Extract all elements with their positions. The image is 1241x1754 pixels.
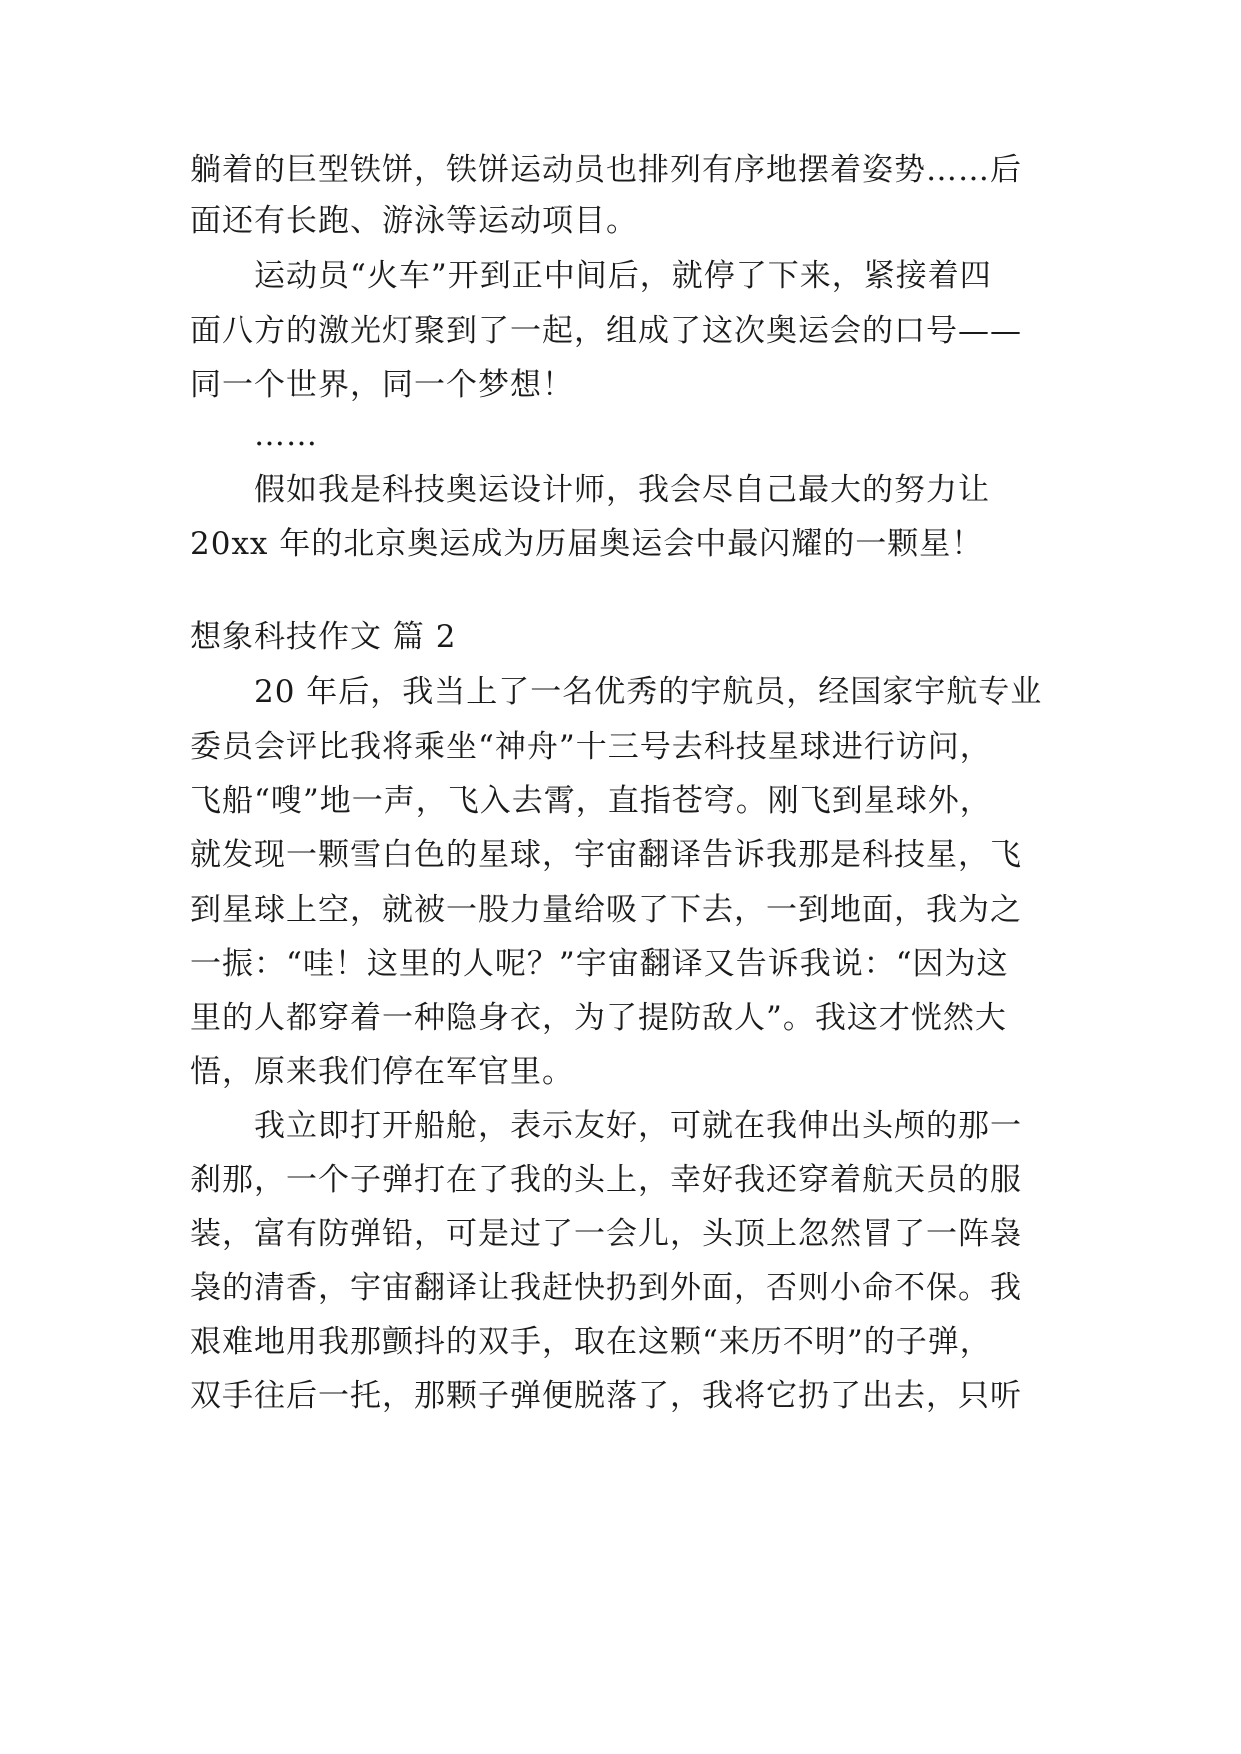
paragraph-line: …… xyxy=(254,417,318,453)
paragraph-line: 艰难地用我那颤抖的双手，取在这颗“来历不明”的子弹， xyxy=(190,1324,992,1360)
paragraph-line: 面八方的激光灯聚到了一起，组成了这次奥运会的口号—— xyxy=(190,313,1022,349)
paragraph-line: 里的人都穿着一种隐身衣，为了提防敌人”。我这才恍然大 xyxy=(190,1000,1007,1036)
paragraph-line: 袅的清香，宇宙翻译让我赶快扔到外面，否则小命不保。我 xyxy=(190,1270,1022,1306)
paragraph-line: 刹那，一个子弹打在了我的头上，幸好我还穿着航天员的服 xyxy=(190,1162,1022,1198)
paragraph-line: 面还有长跑、游泳等运动项目。 xyxy=(190,203,638,239)
paragraph-line: 同一个世界，同一个梦想！ xyxy=(190,367,574,403)
paragraph-line: 悟，原来我们停在军官里。 xyxy=(190,1054,574,1090)
paragraph-line: 飞船“嗖”地一声，飞入去霄，直指苍穹。刚飞到星球外， xyxy=(190,783,992,819)
paragraph-line: 我立即打开船舱，表示友好，可就在我伸出头颅的那一 xyxy=(254,1108,1022,1144)
paragraph-line: 运动员“火车”开到正中间后，就停了下来，紧接着四 xyxy=(254,258,992,294)
paragraph-line: 委员会评比我将乘坐“神舟”十三号去科技星球进行访问， xyxy=(190,729,992,765)
paragraph-line: 躺着的巨型铁饼，铁饼运动员也排列有序地摆着姿势……后 xyxy=(190,152,1022,188)
paragraph-line: 20 年后，我当上了一名优秀的宇航员，经国家宇航专业 xyxy=(254,674,1043,710)
paragraph-line: 双手往后一托，那颗子弹便脱落了，我将它扔了出去，只听 xyxy=(190,1378,1022,1414)
paragraph-line: 装，富有防弹铅，可是过了一会儿，头顶上忽然冒了一阵袅 xyxy=(190,1216,1022,1252)
paragraph-line: 假如我是科技奥运设计师，我会尽自己最大的努力让 xyxy=(254,472,990,508)
paragraph-line: 一振：“哇！这里的人呢？”宇宙翻译又告诉我说：“因为这 xyxy=(190,946,1009,982)
paragraph-line: 就发现一颗雪白色的星球，宇宙翻译告诉我那是科技星，飞 xyxy=(190,837,1022,873)
section-heading: 想象科技作文 篇 2 xyxy=(190,619,457,655)
paragraph-line: 20xx 年的北京奥运成为历届奥运会中最闪耀的一颗星！ xyxy=(190,526,984,562)
paragraph-line: 到星球上空，就被一股力量给吸了下去，一到地面，我为之 xyxy=(190,892,1022,928)
